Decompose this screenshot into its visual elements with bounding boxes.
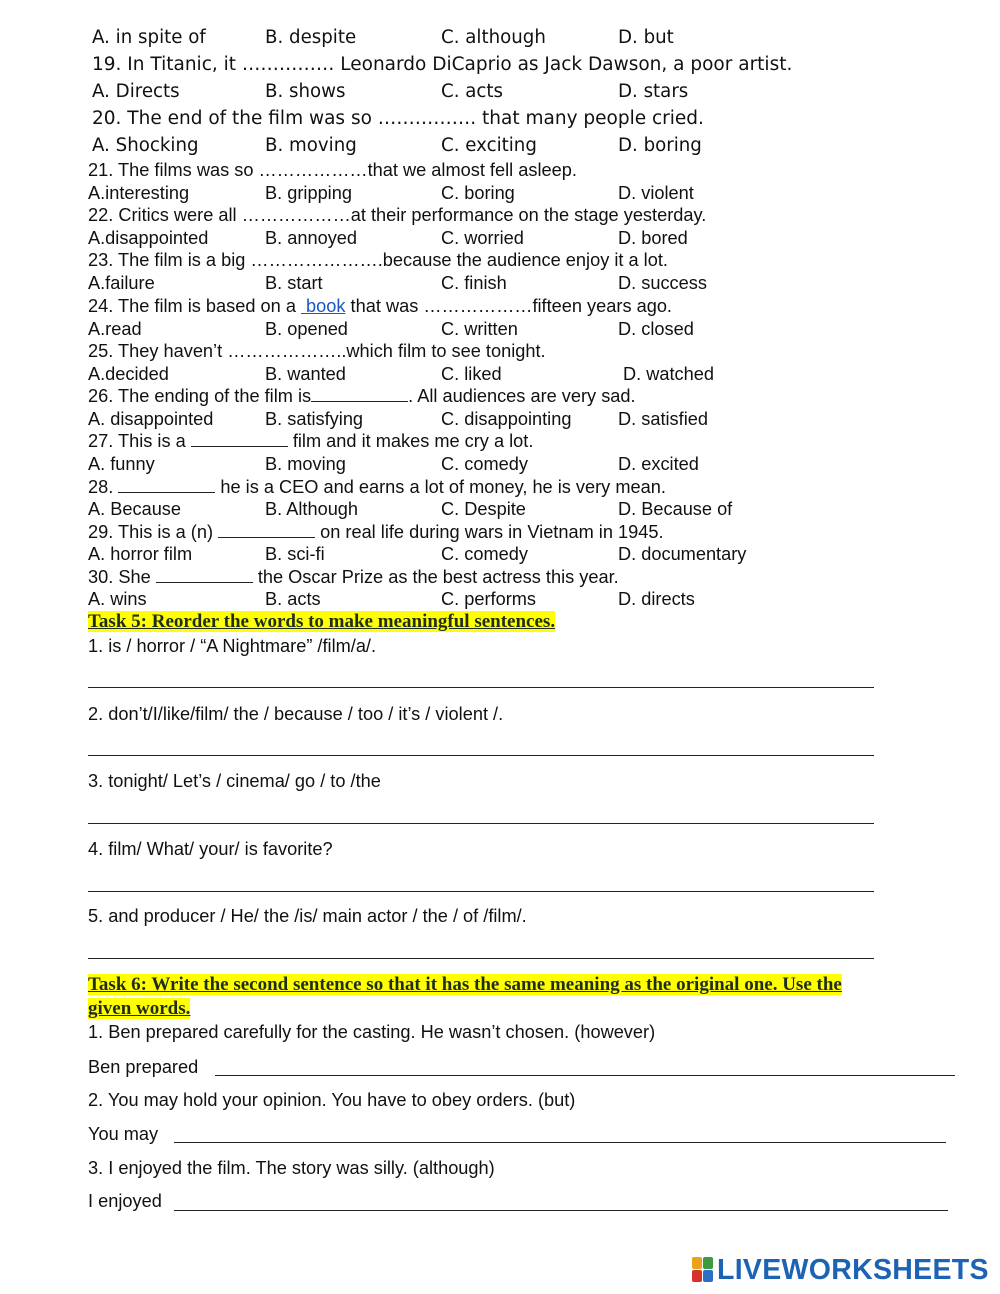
q23-option-d[interactable]: D. success [618,273,707,293]
q24-options [88,318,988,340]
q27-option-b[interactable]: B. moving [265,454,346,474]
q18-option-d[interactable]: D. but [618,27,674,48]
task6-answer-line-1[interactable] [215,1075,955,1076]
q22-option-d[interactable]: D. bored [618,228,688,248]
task6-item-2-prompt: 2. You may hold your opinion. You have to obey orders. (but) [88,1090,576,1110]
q19-option-b[interactable]: B. shows [265,81,346,102]
task5-answer-line-1[interactable] [88,687,874,688]
task5-item-2: 2. don’t/I/like/film/ the / because / too / it’s / violent /. [88,704,504,724]
q18-option-a[interactable]: A. in spite of [92,27,206,48]
q21-option-d[interactable]: D. violent [618,183,694,203]
q18-option-c[interactable]: C. although [441,27,546,48]
q21-options [88,182,988,204]
q22-option-b[interactable]: B. annoyed [265,228,358,248]
q20-option-a[interactable]: A. Shocking [92,135,199,156]
q20-option-c[interactable]: C. exciting [441,135,537,156]
q29-option-a[interactable]: A. horror film [88,544,193,564]
task6-item-1-prompt: 1. Ben prepared carefully for the casting. He wasn’t chosen. (however) [88,1022,656,1042]
q26-option-b[interactable]: B. satisfying [265,409,364,429]
task5-answer-line-5[interactable] [88,958,874,959]
q29-blank[interactable] [218,521,315,538]
task6-item-1-start: Ben prepared [88,1057,199,1077]
liveworksheets-logo [692,1255,989,1285]
q29-text-start: 29. This is a (n) [88,522,219,542]
q27-option-d[interactable]: D. excited [618,454,699,474]
task6-answer-line-2[interactable] [174,1142,946,1143]
task6-title-line-1: Task 6: Write the second sentence so that it has the same meaning as the original one. Use the [88,974,842,995]
q29-option-b[interactable]: B. sci-fi [265,544,325,564]
q30-blank[interactable] [156,566,253,583]
task5-item-4: 4. film/ What/ your/ is favorite? [88,839,333,859]
q27-text-start: 27. This is a [88,431,191,451]
liveworksheets-logo-icon [692,1257,714,1283]
task6-title-line-2: given words. [88,998,191,1019]
q20-option-b[interactable]: B. moving [265,135,357,156]
q24-text-start: 24. The film is based on a [88,296,301,316]
q26-text-start: 26. The ending of the film is [88,386,312,406]
q25-option-c[interactable]: C. liked [441,364,502,384]
q23-option-a[interactable]: A.failure [88,273,155,293]
task5-answer-line-2[interactable] [88,755,874,756]
q25-option-b[interactable]: B. wanted [265,364,346,384]
q28-text-end: he is a CEO and earns a lot of money, he is very mean. [215,477,666,497]
q29-text [88,521,664,543]
q21-text: 21. The films was so ………………that we almost fell asleep. [88,160,577,180]
q26-text [88,385,636,407]
q23-option-c[interactable]: C. finish [441,273,507,293]
q27-options [88,453,988,475]
q25-option-a[interactable]: A.decided [88,364,169,384]
q30-option-a[interactable]: A. wins [88,589,147,609]
q24-option-a[interactable]: A.read [88,319,142,339]
q28-text-start: 28. [88,477,119,497]
q28-options [88,498,988,520]
task6-item-3-start: I enjoyed [88,1191,162,1211]
liveworksheets-logo-text: LIVEWORKSHEETS [717,1254,989,1286]
q26-option-a[interactable]: A. disappointed [88,409,214,429]
book-link[interactable] [301,296,346,316]
q25-options [88,363,988,385]
q18-option-b[interactable]: B. despite [265,27,357,48]
q30-text [88,566,619,588]
q23-option-b[interactable]: B. start [265,273,323,293]
task6-answer-line-3[interactable] [174,1210,948,1211]
q28-text [88,476,666,498]
task5-item-1: 1. is / horror / “A Nightmare” /film/a/. [88,636,377,656]
q26-options [88,408,988,430]
q29-option-d[interactable]: D. documentary [618,544,747,564]
q26-text-end: . All audiences are very sad. [408,386,636,406]
q27-option-a[interactable]: A. funny [88,454,155,474]
q28-option-b[interactable]: B. Although [265,499,359,519]
q21-option-a[interactable]: A.interesting [88,183,190,203]
q20-option-d[interactable]: D. boring [618,135,702,156]
task5-title-text: Task 5: Reorder the words to make meaningful sentences. [88,611,556,632]
task6-title [88,973,948,1021]
q29-text-end: on real life during wars in Vietnam in 1945. [315,522,664,542]
task5-answer-line-3[interactable] [88,823,874,824]
q22-options [88,227,988,249]
q27-option-c[interactable]: C. comedy [441,454,528,474]
q27-text [88,430,533,452]
q24-text-end: that was ………………fifteen years ago. [345,296,672,316]
q30-text-end: the Oscar Prize as the best actress this year. [252,567,619,587]
q30-text-start: 30. She [88,567,156,587]
q19-option-a[interactable]: A. Directs [92,81,180,102]
q24-option-b[interactable]: B. opened [265,319,348,339]
q30-option-b[interactable]: B. acts [265,589,321,609]
q30-option-d[interactable]: D. directs [618,589,695,609]
q25-text: 25. They haven’t ………………..which film to see tonight. [88,341,546,361]
q23-text: 23. The film is a big ………………….because the audience enjoy it a lot. [88,250,668,270]
task6-item-2-start: You may [88,1124,159,1144]
q26-blank[interactable] [311,385,408,402]
q30-option-c[interactable]: C. performs [441,589,536,609]
q29-option-c[interactable]: C. comedy [441,544,528,564]
task5-answer-line-4[interactable] [88,891,874,892]
q29-options [88,543,988,565]
task6-item-3-prompt: 3. I enjoyed the film. The story was silly. (although) [88,1158,495,1178]
q30-options [88,588,988,610]
q26-option-c[interactable]: C. disappointing [441,409,572,429]
q22-text: 22. Critics were all ………………at their performance on the stage yesterday. [88,205,707,225]
q27-text-end: film and it makes me cry a lot. [287,431,534,451]
q19-option-c[interactable]: C. acts [441,81,504,102]
q18-options [88,27,988,49]
q20-text: 20. The end of the film was so ……………. that many people cried. [92,108,704,129]
task5-item-3: 3. tonight/ Let’s / cinema/ go / to /the [88,771,381,791]
book-link-label[interactable]: book [306,296,346,316]
q28-option-d[interactable]: D. Because of [618,499,733,519]
q24-option-c[interactable]: C. written [441,319,518,339]
q24-text [88,295,672,317]
q19-text: 19. In Titanic, it …………… Leonardo DiCaprio as Jack Dawson, a poor artist. [92,54,793,75]
q27-blank[interactable] [191,430,288,447]
q19-options [88,81,988,103]
q21-option-b[interactable]: B. gripping [265,183,352,203]
q22-option-a[interactable]: A.disappointed [88,228,209,248]
q23-options [88,272,988,294]
task5-item-5: 5. and producer / He/ the /is/ main actor / the / of /film/. [88,906,527,926]
task5-title [88,610,555,634]
q19-option-d[interactable]: D. stars [618,81,689,102]
q28-option-c[interactable]: C. Despite [441,499,526,519]
q28-blank[interactable] [118,476,215,493]
q22-option-c[interactable]: C. worried [441,228,524,248]
q26-option-d[interactable]: D. satisfied [618,409,708,429]
q21-option-c[interactable]: C. boring [441,183,515,203]
q28-option-a[interactable]: A. Because [88,499,182,519]
q25-option-d[interactable]: D. watched [623,364,714,384]
q24-option-d[interactable]: D. closed [618,319,694,339]
q20-options [88,135,988,157]
